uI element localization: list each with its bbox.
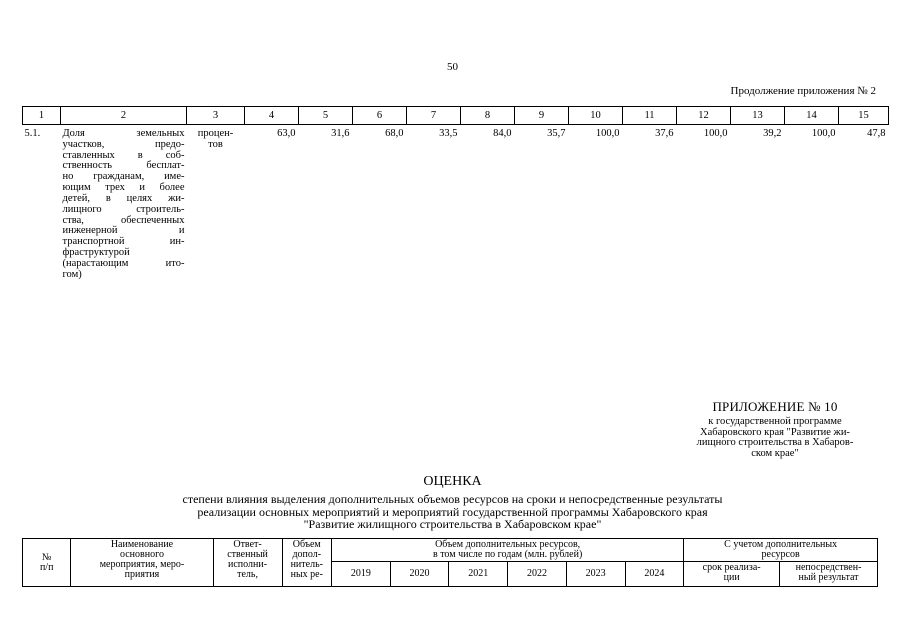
col-volume-line: нитель- <box>290 559 323 570</box>
indicator-name-line: ющим трех и более <box>62 182 185 194</box>
col-responsible-line: исполни- <box>228 559 268 570</box>
col-volume <box>282 539 331 587</box>
annex-line: ском крае" <box>751 447 799 459</box>
col-group-result <box>684 539 878 562</box>
col-header: 8 <box>461 107 515 125</box>
annex-line: лищного строительства в Хабаров- <box>696 437 854 448</box>
year-header: 2022 <box>508 562 567 587</box>
col-responsible-line: ственный <box>227 549 268 560</box>
col-header: 4 <box>245 107 299 125</box>
col-header: 9 <box>515 107 569 125</box>
value-cell: 100,0 <box>595 128 620 139</box>
col-name <box>71 539 213 587</box>
col-header: 14 <box>785 107 839 125</box>
header-row <box>23 107 889 125</box>
year-header: 2019 <box>331 562 390 587</box>
annex-line: Хабаровского края "Развитие жи- <box>700 426 850 438</box>
document-title: ОЦЕНКА <box>423 474 482 489</box>
indicator-name-line: ства, обеспеченных <box>62 214 185 226</box>
col-direct-result <box>780 562 878 587</box>
subtitle-line: реализации основных мероприятий и мероприятий государственной программы Хабаровского края <box>197 504 708 519</box>
assessment-table <box>22 538 878 587</box>
col-header: 15 <box>839 107 889 125</box>
col-direct-line: ный результат <box>798 572 859 583</box>
year-header: 2023 <box>566 562 625 587</box>
indicator-name <box>61 125 187 282</box>
col-number-line: № <box>41 551 52 563</box>
col-group-line: ресурсов <box>761 549 800 560</box>
value-cell: 100,0 <box>703 128 728 139</box>
col-group-years <box>331 539 683 562</box>
indicator-name-line: инженерной и <box>62 225 185 237</box>
indicator-name-line: гом) <box>62 268 82 280</box>
value-cell: 63,0 <box>277 128 296 139</box>
document-subtitle <box>0 493 905 531</box>
year-header: 2020 <box>390 562 449 587</box>
annex-block <box>680 399 870 459</box>
indicator-name-line: участков, предо- <box>62 138 185 150</box>
indicator-name-line: (нарастающим ито- <box>62 257 185 269</box>
col-header: 5 <box>299 107 353 125</box>
col-name-line: Наименование <box>110 539 174 550</box>
value-cell: 37,6 <box>655 128 674 139</box>
indicator-table <box>22 106 889 281</box>
indicator-name-line: детей, в целях жи- <box>62 192 185 204</box>
value-cell: 47,8 <box>867 128 886 139</box>
annex-line: к государственной программе <box>708 416 842 427</box>
col-number-line: п/п <box>39 561 54 573</box>
value-cell: 35,7 <box>547 128 566 139</box>
indicator-name-line: транспортной ин- <box>62 236 185 248</box>
col-name-line: основного <box>119 549 164 560</box>
col-header: 7 <box>407 107 461 125</box>
col-header: 12 <box>677 107 731 125</box>
col-volume-line: допол- <box>292 549 322 560</box>
col-name-line: мероприятия, меро- <box>99 559 185 570</box>
col-header: 13 <box>731 107 785 125</box>
unit-line: тов <box>208 138 223 150</box>
value-cell: 31,6 <box>331 128 350 139</box>
col-group-line: в том числе по годам (млн. рублей) <box>432 549 583 560</box>
indicator-name-line: ственность бесплат- <box>62 160 185 172</box>
value-cell: 33,5 <box>439 128 458 139</box>
value-cell: 68,0 <box>385 128 404 139</box>
subtitle-line: "Развитие жилищного строительства в Хабаровском крае" <box>303 517 602 532</box>
indicator-name-line: но гражданам, име- <box>62 171 185 183</box>
col-number <box>23 539 71 587</box>
col-direct-line: непосредствен- <box>795 562 862 573</box>
value-cell: 100,0 <box>811 128 836 139</box>
col-term-line: срок реализа- <box>702 562 761 573</box>
unit-line: процен- <box>197 128 234 139</box>
value-cell: 84,0 <box>493 128 512 139</box>
col-volume-line: ных ре- <box>290 569 323 580</box>
col-header: 10 <box>569 107 623 125</box>
year-header: 2021 <box>449 562 508 587</box>
col-volume-line: Объем <box>292 539 321 550</box>
col-term-line: ции <box>723 572 740 583</box>
col-header: 2 <box>61 107 187 125</box>
page-number: 50 <box>447 61 458 73</box>
continuation-note: Продолжение приложения № 2 <box>730 85 876 97</box>
col-responsible <box>213 539 282 587</box>
indicator-name-line: ставленных в соб- <box>62 149 185 161</box>
indicator-name-line: фраструктурой <box>62 246 130 258</box>
table-row <box>23 125 889 282</box>
col-header: 11 <box>623 107 677 125</box>
annex-subtitle <box>680 417 870 459</box>
unit-cell <box>187 125 245 282</box>
col-header: 1 <box>23 107 61 125</box>
col-group-line: Объем дополнительных ресурсов, <box>435 539 581 550</box>
indicator-name-line: Доля земельных <box>62 128 185 139</box>
col-header: 6 <box>353 107 407 125</box>
col-term <box>684 562 780 587</box>
col-responsible-line: тель, <box>237 569 258 580</box>
row-number: 5.1. <box>24 128 41 139</box>
col-name-line: приятия <box>124 569 160 580</box>
col-group-line: С учетом дополнительных <box>724 539 838 550</box>
annex-title: ПРИЛОЖЕНИЕ № 10 <box>712 399 838 414</box>
subtitle-line: степени влияния выделения дополнительных объемов ресурсов на сроки и непосредственные результаты <box>182 492 723 506</box>
col-header: 3 <box>187 107 245 125</box>
header-row <box>23 539 878 562</box>
col-responsible-line: Ответ- <box>233 539 262 550</box>
year-header: 2024 <box>625 562 684 587</box>
indicator-name-line: лищного строитель- <box>62 203 185 215</box>
value-cell: 39,2 <box>763 128 782 139</box>
